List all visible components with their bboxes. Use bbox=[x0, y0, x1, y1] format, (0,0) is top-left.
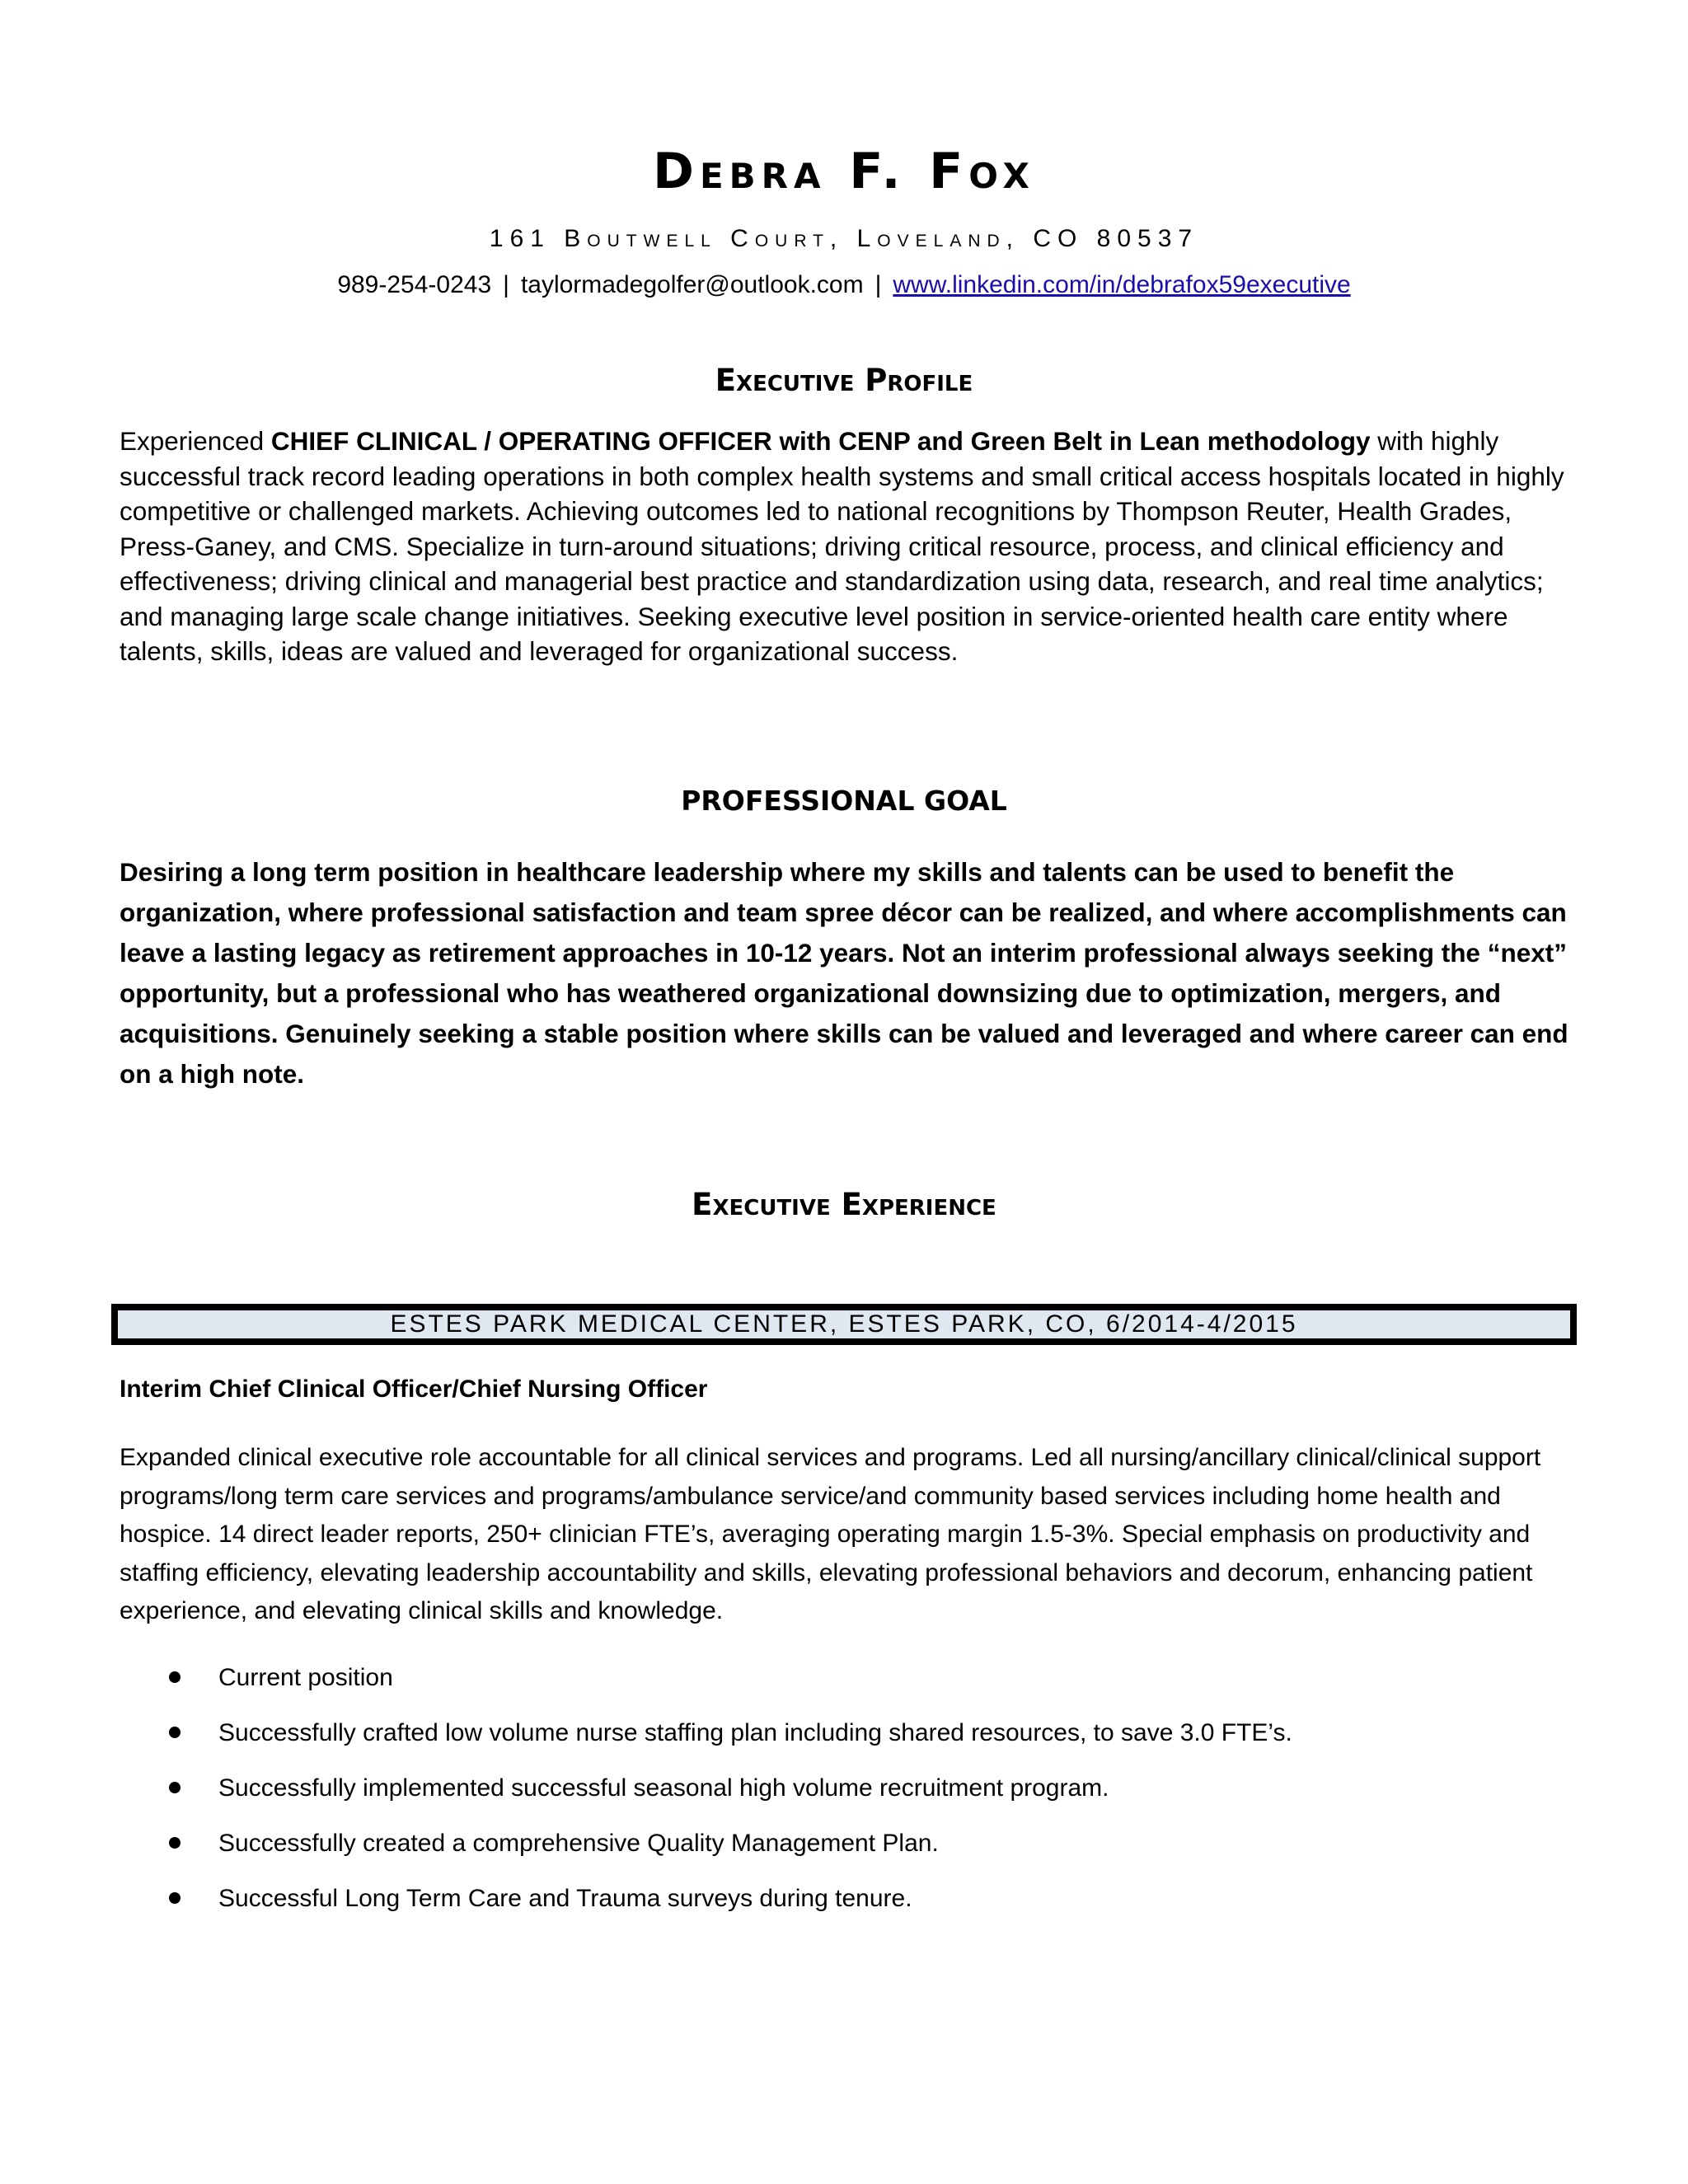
list-item-text: Successfully created a comprehensive Quality Management Plan. bbox=[218, 1830, 939, 1857]
list-item bbox=[120, 1827, 1574, 1860]
candidate-name: Debra F. Fox bbox=[653, 143, 1035, 200]
bullet-icon bbox=[169, 1727, 181, 1738]
profile-body: with highly successful track record leading operations in both complex health systems and small critical access hospitals located in highly competitive or challenged markets. Achieving outcomes led to national recognitions by Thompson Reuter, Health Grades, Press-Ganey, and CMS. Specialize in turn-around situations; driving critical resource, process, and clinical efficiency and effectiveness; driving clinical and managerial best practice and standardization using data, research, and real time analytics; and managing large scale change initiatives. Seeking executive level position in service-oriented health care entity where talents, skills, ideas are valued and leveraged for organizational success. bbox=[120, 426, 1564, 666]
bullet-icon bbox=[169, 1782, 181, 1793]
goal-heading: PROFESSIONAL GOAL bbox=[681, 785, 1007, 817]
contact-separator: | bbox=[503, 271, 509, 298]
phone-number: 989-254-0243 bbox=[337, 271, 492, 298]
email-address: taylormadegolfer@outlook.com bbox=[520, 271, 864, 298]
employer-banner: ESTES PARK MEDICAL CENTER, ESTES PARK, CO, 6/2014-4/2015 bbox=[111, 1304, 1577, 1345]
list-item bbox=[120, 1772, 1574, 1805]
profile-intro: Experienced bbox=[120, 426, 271, 456]
profile-paragraph bbox=[120, 424, 1574, 669]
list-item-text: Successful Long Term Care and Trauma surveys during tenure. bbox=[218, 1885, 912, 1912]
role-description: Expanded clinical executive role accountable for all clinical services and programs. Led all nursing/ancillary clinical/clinical support programs/long term care services and programs/ambulance service/and community based services including home health and hospice. 14 direct leader reports, 250+ clinician FTE’s, averaging operating margin 1.5-3%. Special emphasis on productivity and staffing efficiency, elevating leadership accountability and skills, elevating professional behaviors and decorum, enhancing patient experience, and elevating clinical skills and knowledge. bbox=[120, 1444, 1541, 1624]
profile-highlight: CHIEF CLINICAL / OPERATING OFFICER with CENP and Green Belt in Lean methodology bbox=[270, 426, 1371, 456]
list-item bbox=[120, 1661, 1574, 1694]
bullet-icon bbox=[169, 1671, 181, 1683]
role-title: Interim Chief Clinical Officer/Chief Nursing Officer bbox=[120, 1376, 708, 1403]
list-item-text: Current position bbox=[218, 1664, 393, 1691]
list-item bbox=[120, 1717, 1574, 1750]
contact-separator: | bbox=[874, 271, 882, 298]
experience-heading: Executive Experience bbox=[692, 1187, 996, 1222]
candidate-address: 161 Boutwell Court, Loveland, CO 80537 bbox=[489, 225, 1199, 252]
list-item bbox=[120, 1882, 1574, 1915]
bullet-icon bbox=[169, 1892, 181, 1904]
accomplishment-list bbox=[120, 1661, 1574, 1938]
contact-line bbox=[0, 269, 1688, 302]
bullet-icon bbox=[169, 1837, 181, 1849]
linkedin-link[interactable]: www.linkedin.com/in/debrafox59executive bbox=[893, 271, 1351, 298]
list-item-text: Successfully crafted low volume nurse staffing plan including shared resources, to save 3.0 FTE’s. bbox=[218, 1719, 1292, 1746]
goal-paragraph: Desiring a long term position in healthcare leadership where my skills and talents can be used to benefit the organization, where professional satisfaction and team spree décor can be realized, and where accomplishments can leave a lasting legacy as retirement approaches in 10-12 years. Not an interim professional always seeking the “next” opportunity, but a professional who has weathered organizational downsizing due to optimization, mergers, and acquisitions. Genuinely seeking a stable position where skills can be valued and leveraged and where career can end on a high note. bbox=[120, 857, 1568, 1089]
profile-heading: Executive Profile bbox=[715, 363, 973, 398]
list-item-text: Successfully implemented successful seasonal high volume recruitment program. bbox=[218, 1774, 1109, 1802]
